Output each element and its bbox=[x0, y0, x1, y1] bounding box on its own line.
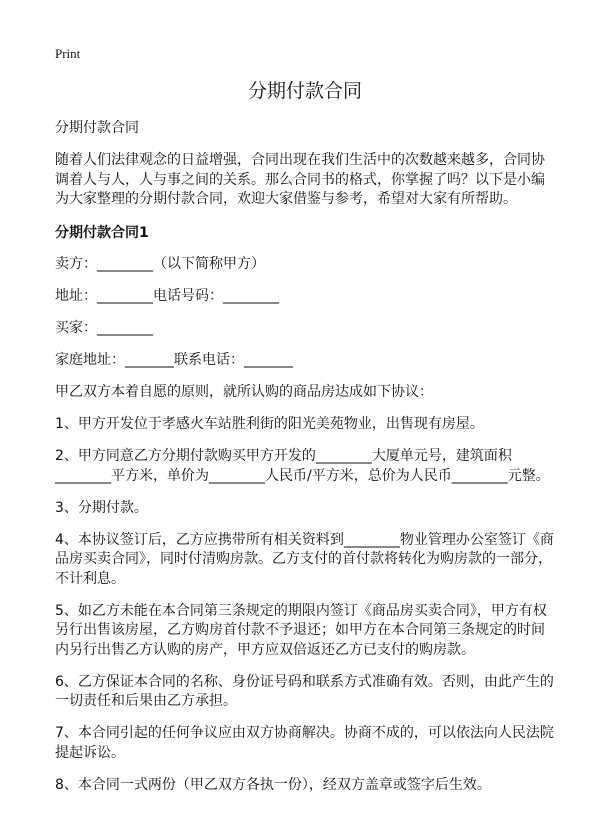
clause-8: 8、本合同一式两份（甲乙双方各执一份），经双方盖章或签字后生效。 bbox=[55, 776, 491, 793]
intro-paragraph: 随着人们法律观念的日益增强，合同出现在我们生活中的次数越来越多，合同协调着人与人，人与事之间的关系。那么合同书的格式，你掌握了吗？以下是小编为大家整理的分期付款合同，欢迎大家借鉴与参考，希望对大家有所帮助。 bbox=[55, 152, 545, 207]
clause-2: 2、甲方同意乙方分期付款购买甲方开发的________大厦单元号，建筑面积________平方米，单价为________人民币/平方米，总价为人民币________元整。 bbox=[55, 448, 550, 484]
clause-5: 5、如乙方未能在本合同第三条规定的期限内签订《商品房买卖合同》，甲方有权另行出售该房屋，乙方购房首付款不予退还；如甲方在本合同第三条规定的时间内另行出售乙方认购的房产，甲方应双倍返还乙方已支付的购房款。 bbox=[55, 602, 547, 658]
clause-6: 6、乙方保证本合同的名称、身份证号码和联系方式准确有效。否则，由此产生的一切责任和后果由乙方承担。 bbox=[55, 673, 554, 709]
clause-4: 4、本协议签订后，乙方应携带所有相关资料到________物业管理办公室签订《商品房买卖合同》，同时付清购房款。乙方支付的首付款将转化为购房款的一部分，不计利息。 bbox=[55, 531, 554, 587]
home-address-line: 家庭地址：_______联系电话：_______ bbox=[55, 352, 293, 368]
document-title: 分期付款合同 bbox=[247, 80, 362, 102]
address-line: 地址：________电话号码：________ bbox=[55, 288, 279, 304]
agreement-intro: 甲乙双方本着自愿的原则，就所认购的商品房达成如下协议： bbox=[55, 384, 433, 400]
clause-3: 3、分期付款。 bbox=[55, 499, 148, 516]
buyer-line: 买家：________ bbox=[55, 320, 153, 336]
seller-line: 卖方：________（以下简称甲方） bbox=[55, 256, 265, 272]
print-link[interactable]: Print bbox=[55, 46, 81, 61]
clause-7: 7、本合同引起的任何争议应由双方协商解决。协商不成的，可以依法向人民法院提起诉讼。 bbox=[55, 725, 554, 761]
clause-1: 1、甲方开发位于孝感火车站胜利街的阳光美苑物业，出售现有房屋。 bbox=[55, 416, 484, 432]
document-subtitle: 分期付款合同 bbox=[55, 120, 139, 136]
section-heading: 分期付款合同1 bbox=[55, 225, 149, 241]
